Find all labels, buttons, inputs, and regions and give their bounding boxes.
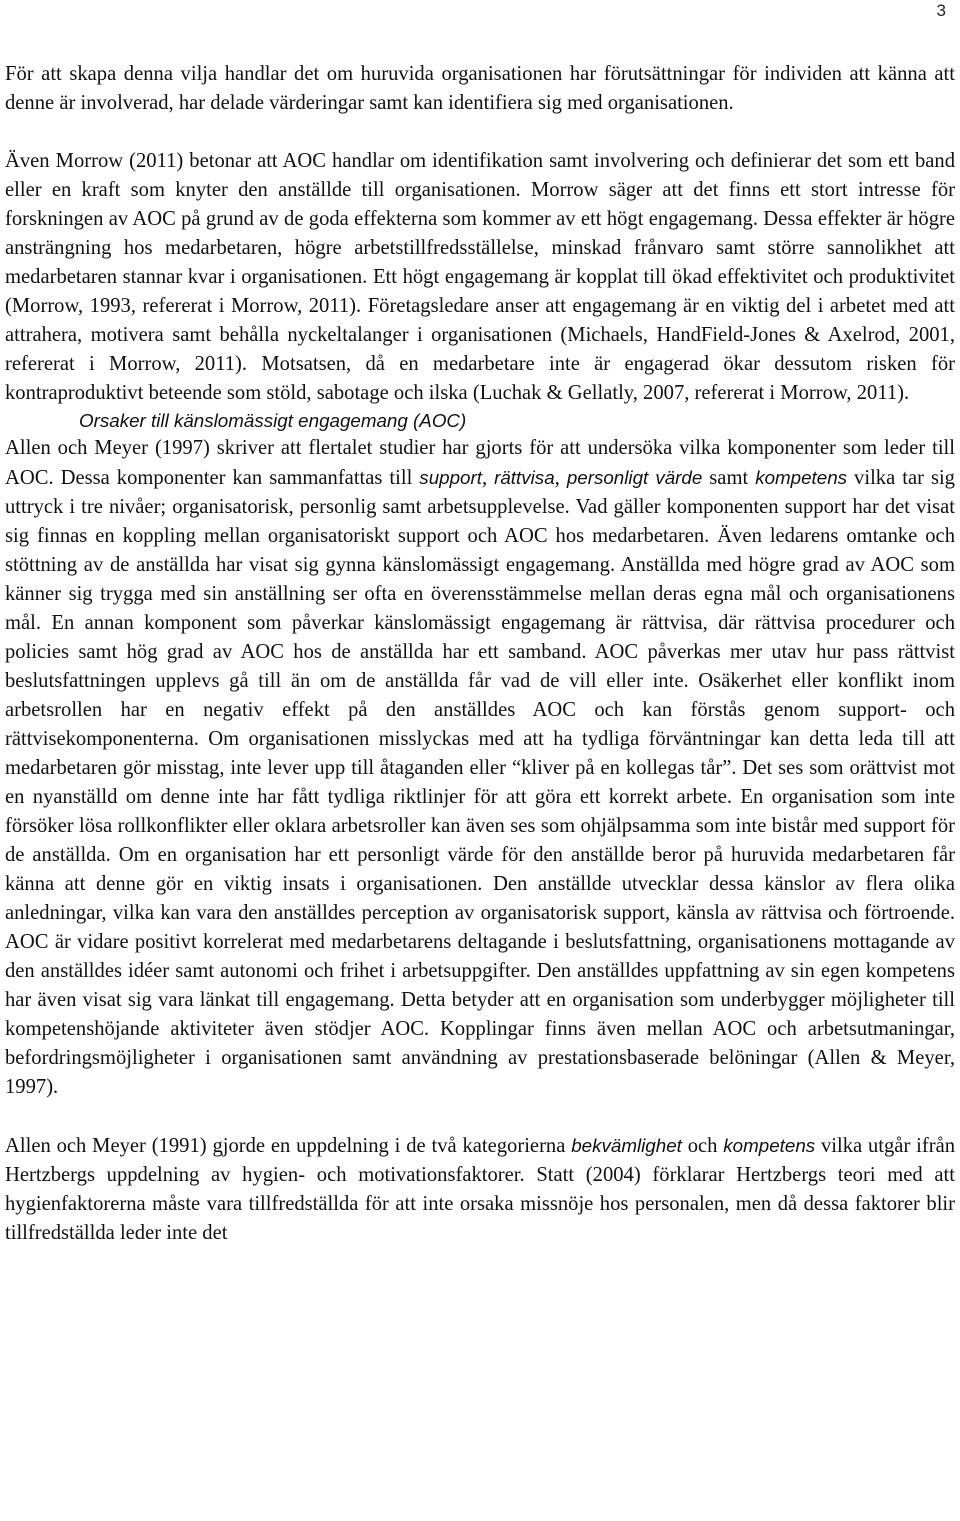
section-heading: Orsaker till känslomässigt engagemang (AOC) [79,410,467,431]
paragraph-3 [5,434,955,1102]
paragraph-2: Även Morrow (2011) betonar att AOC handlar om identifikation samt involvering och definierar det som ett band eller en kraft som knyter den anställde till organisationen. Morrow säger att det finns ett stort intresse för forskningen av AOC på grund av de goda effekterna som kommer av ett högt engagemang. Dessa effekter är högre ansträngning hos medarbetaren, högre arbetstillfredsställelse, minskad frånvaro samt större sannolikhet att medarbetaren stannar kvar i organisationen. Ett högt engagemang är kopplat till ökad effektivitet och produktivitet (Morrow, 1993, refererat i Morrow, 2011). Företagsledare anser att engagemang är en viktig del i arbetet med att attrahera, motivera samt behålla nyckeltalanger i organisationen (Michaels, HandField-Jones & Axelrod, 2001, refererat i Morrow, 2011). Motsatsen, då en medarbetare inte är engagerad ökar dessutom risken för kontraproduktivt beteende som stöld, sabotage och ilska (Luchak & Gellatly, 2007, refererat i Morrow, 2011). [5,150,955,404]
term-personligt-varde: personligt värde [566,467,703,488]
term-bekvamlighet: bekvämlighet [571,1135,682,1156]
page-number: 3 [936,1,946,20]
paragraph-4-text-a: Allen och Meyer (1991) gjorde en uppdelning i de två kategorierna [5,1135,572,1157]
paragraph-4 [5,1131,955,1248]
paragraph-4-text-b: och [681,1135,724,1157]
term-rattvisa: rättvisa [494,467,555,488]
term-kompetens-2: kompetens [723,1135,816,1156]
term-support: support [419,467,482,488]
paragraph-3-text-b: , [481,467,495,489]
paragraph-1: För att skapa denna vilja handlar det om huruvida organisationen har förutsättningar för individen att känna att denne är involverad, har delade värderingar samt kan identifiera sig med organisationen. [5,63,955,114]
term-kompetens: kompetens [755,467,848,488]
paragraph-3-text-e: vilka tar sig uttryck i tre nivåer; organisatorisk, personlig samt arbetsupplevelse. Vad gäller komponenten support har det visat sig finnas en koppling mellan organisatoriskt support och AOC hos medarbetaren. Även ledarens omtanke och stöttning av de anställda har visat sig gynna känslomässigt engagemang. Anställda med högre grad av AOC som känner sig trygga med sin anställning ser ofta en överensstämmelse mellan deras egna mål och organisationens mål. En annan komponent som påverkar känslomässigt engagemang är rättvisa, där rättvisa procedurer och policies samt hög grad av AOC hos de anställda har ett samband. AOC påverkas mer utav hur pass rättvist beslutsfattningen upplevs gå till än om de anställda får vad de vill eller inte. Osäkerhet eller konflikt inom arbetsrollen har en negativ effekt på den anställdes AOC och kan förstås genom support- och rättvisekomponenterna. Om organisationen misslyckas med att ha tydliga förväntningar kan detta leda till att medarbetaren gör misstag, inte lever upp till åtaganden eller “kliver på en kollegas tår”. Det ses som orättvist mot en nyanställd om denne inte har fått tydliga riktlinjer för att göra ett korrekt arbete. En organisation som inte försöker lösa rollkonflikter eller oklara arbetsroller kan även ses som ohjälpsamma som inte bistår med support för de anställda. Om en organisation har ett personligt värde för den anställde beror på huruvida medarbetaren får känna att denne gör en viktig insats i organisationen. Den anställde utvecklar dessa känslor av flera olika anledningar, vilka kan vara den anställdes perception av organisatorisk support, känsla av rättvisa och förtroende. AOC är vidare positivt korrelerat med medarbetarens deltagande i beslutsfattning, organisationens mottagande av den anställdes idéer samt autonomi och frihet i arbetsuppgifter. Den anställdes uppfattning av sin egen kompetens har även visat sig vara länkat till engagemang. Detta betyder att en organisation som underbygger möjligheter till kompetenshöjande aktiviteter även stödjer AOC. Kopplingar finns även mellan AOC och arbetsutmaningar, befordringsmöjligheter i organisationen samt användning av prestationsbaserade belöningar (Allen & Meyer, 1997). [5,467,955,1098]
paragraph-3-text-d: samt [702,467,756,489]
paragraph-4-text-c: vilka utgår ifrån Hertzbergs uppdelning av hygien- och motivationsfaktorer. Statt (2004) förklarar Hertzbergs teori med att hygienfaktorerna måste vara tillfredställda för att inte orsaka missnöje hos personalen, men då dessa faktorer blir tillfredställda leder inte det [5,1135,956,1244]
paragraph-3-text-a: Allen och Meyer (1997) skriver att flertalet studier har gjorts för att undersöka vilka komponenter som leder till AOC. Dessa komponenter kan sammanfattas till [5,437,955,489]
paragraph-3-text-c: , [554,467,567,489]
document-body [5,60,955,1248]
